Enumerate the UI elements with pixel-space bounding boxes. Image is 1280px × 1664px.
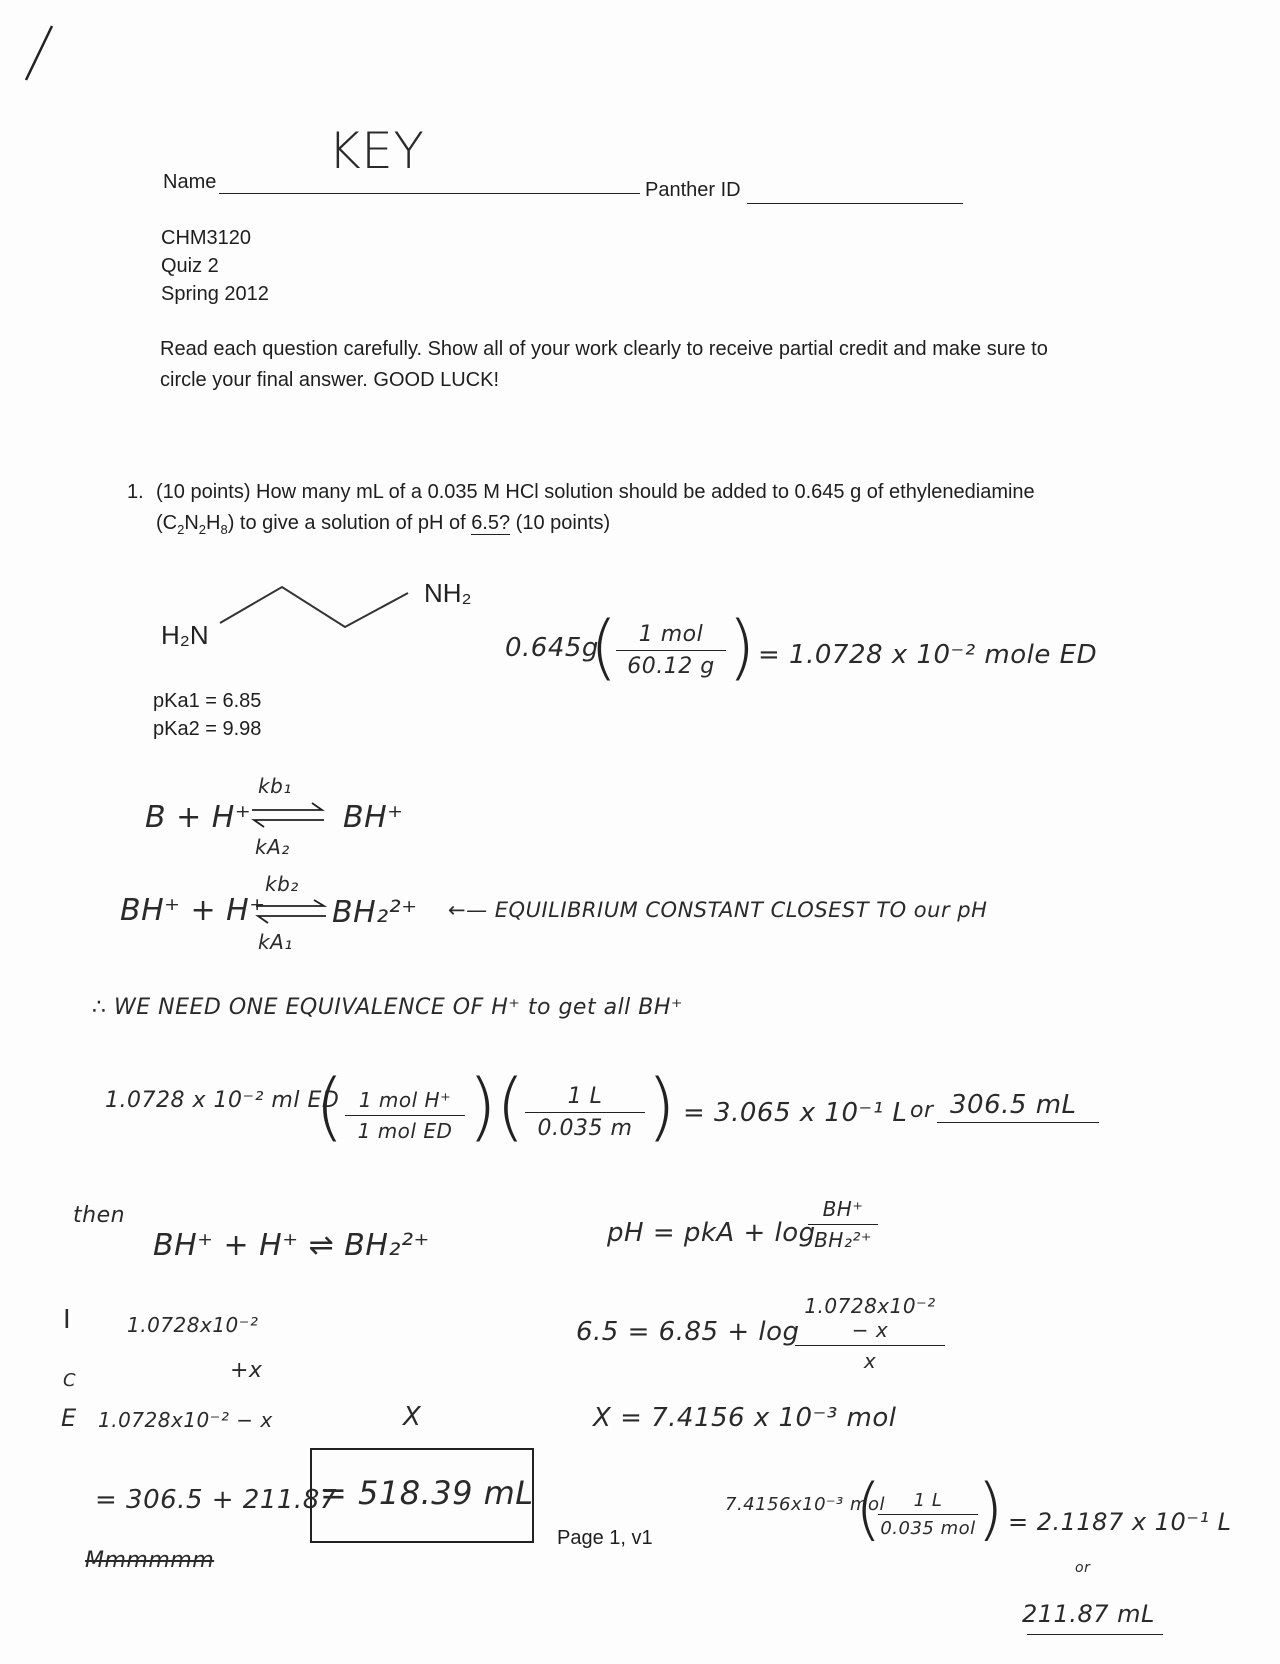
- x-ml-underline: [1027, 1634, 1163, 1635]
- conv-paren-1-open: (: [315, 1064, 344, 1150]
- sum-expression: = 306.5 + 211.87: [95, 1485, 337, 1515]
- name-label: Name: [163, 171, 217, 193]
- question-text-line-1: (10 points) How many mL of a 0.035 M HCl solution should be added to 0.645 g of ethylenediamine: [156, 481, 1035, 503]
- eq1-k-top: kb₁: [258, 774, 292, 798]
- x-conv-fraction: 1 L 0.035 mol: [878, 1490, 978, 1539]
- eq1-right: BH⁺: [343, 800, 404, 835]
- moles-ed-result: = 1.0728 x 10⁻² mole ED: [758, 640, 1098, 670]
- ice-c-value: +x: [230, 1358, 263, 1383]
- term: Spring 2012: [161, 283, 269, 305]
- course-code: CHM3120: [161, 227, 252, 249]
- hh-fraction: BH⁺ BH₂²⁺: [808, 1197, 878, 1252]
- eq1-k-bottom: kA₂: [255, 835, 290, 859]
- final-answer: = 518.39 mL: [320, 1474, 534, 1512]
- x-conv-start: 7.4156x10⁻³ mol: [725, 1494, 886, 1515]
- ice-e-value: 1.0728x10⁻² − x: [98, 1408, 273, 1432]
- paren-close: ): [728, 606, 756, 688]
- ice-c-label: C: [63, 1370, 77, 1391]
- molecule-amine-right: NH₂: [424, 578, 472, 608]
- therefore-statement: ∴ WE NEED ONE EQUIVALENCE OF H⁺ to get all BH⁺: [92, 995, 684, 1020]
- molar-mass-fraction: 1 mol 60.12 g: [616, 622, 726, 679]
- name-line: [219, 193, 640, 194]
- x-ml: 211.87 mL: [1022, 1600, 1155, 1628]
- eq2-k-top: kb₂: [265, 872, 299, 896]
- hh-sub-fraction: 1.0728x10⁻² − x x: [795, 1294, 945, 1373]
- eq2-k-bottom: kA₁: [258, 930, 293, 954]
- ph-value: 6.5?: [471, 512, 511, 534]
- molecule-amine-left: H₂N: [161, 620, 209, 650]
- conv-ml: 306.5 mL: [950, 1090, 1077, 1120]
- x-conv-paren-open: (: [855, 1470, 882, 1549]
- eq2-left: BH⁺ + H⁺: [120, 893, 266, 928]
- eq3: BH⁺ + H⁺ ⇌ BH₂²⁺: [153, 1228, 430, 1263]
- eq2-arrows: [252, 898, 332, 928]
- hh-substituted: 6.5 = 6.85 + log: [576, 1317, 800, 1347]
- x-result: X = 7.4156 x 10⁻³ mol: [593, 1403, 897, 1433]
- panther-id-label: Panther ID: [645, 179, 741, 201]
- scribble: Mmmmmm: [85, 1548, 215, 1573]
- eq1-left: B + H⁺: [145, 800, 252, 835]
- conv-fraction-2: 1 L 0.035 m: [525, 1084, 645, 1141]
- pka2: pKa2 = 9.98: [153, 718, 262, 740]
- eq2-note: ←— EQUILIBRIUM CONSTANT CLOSEST TO our pH: [448, 898, 988, 922]
- quiz-title: Quiz 2: [161, 255, 219, 277]
- ice-e-x: X: [403, 1402, 422, 1432]
- instructions-line-2: circle your final answer. GOOD LUCK!: [160, 369, 499, 391]
- paren-open: (: [590, 606, 618, 688]
- pka1: pKa1 = 6.85: [153, 690, 262, 712]
- ice-i-value: 1.0728x10⁻²: [127, 1313, 259, 1337]
- question-text-line-2: $(C_2N_2H_8)$ to give a solution of pH of 6.5? (10 points): [156, 512, 611, 537]
- corner-pen-mark: [10, 20, 60, 90]
- conv-paren-2-close: ): [647, 1064, 676, 1150]
- ice-e-label: E: [61, 1404, 77, 1432]
- page-number: Page 1, v1: [557, 1527, 653, 1549]
- conv-fraction-1: 1 mol H⁺ 1 mol ED: [345, 1088, 465, 1143]
- conv-result: = 3.065 x 10⁻¹ L: [683, 1098, 908, 1128]
- ice-i-label: I: [63, 1305, 72, 1335]
- conv-ml-underline: [937, 1122, 1099, 1123]
- mass-ed: 0.645g: [505, 633, 599, 663]
- question-number: 1.: [127, 481, 144, 503]
- then-label: then: [73, 1203, 126, 1228]
- eq2-right: BH₂²⁺: [332, 895, 418, 930]
- x-conv-or: or: [1075, 1560, 1091, 1576]
- name-value: KEY: [328, 122, 425, 180]
- x-conv-result: = 2.1187 x 10⁻¹ L: [1008, 1508, 1232, 1536]
- panther-id-line: [747, 203, 963, 204]
- conv-paren-2-open: (: [496, 1064, 525, 1150]
- instructions-line-1: Read each question carefully. Show all of your work clearly to receive partial credit and make sure to: [160, 338, 1048, 360]
- conv-or: or: [910, 1098, 934, 1123]
- conv-start: 1.0728 x 10⁻² ml ED: [105, 1088, 340, 1113]
- x-conv-paren-close: ): [977, 1470, 1004, 1549]
- eq1-arrows: [248, 800, 328, 830]
- conv-paren-1-close: ): [468, 1064, 497, 1150]
- hh-equation: pH = pkA + log: [607, 1218, 816, 1248]
